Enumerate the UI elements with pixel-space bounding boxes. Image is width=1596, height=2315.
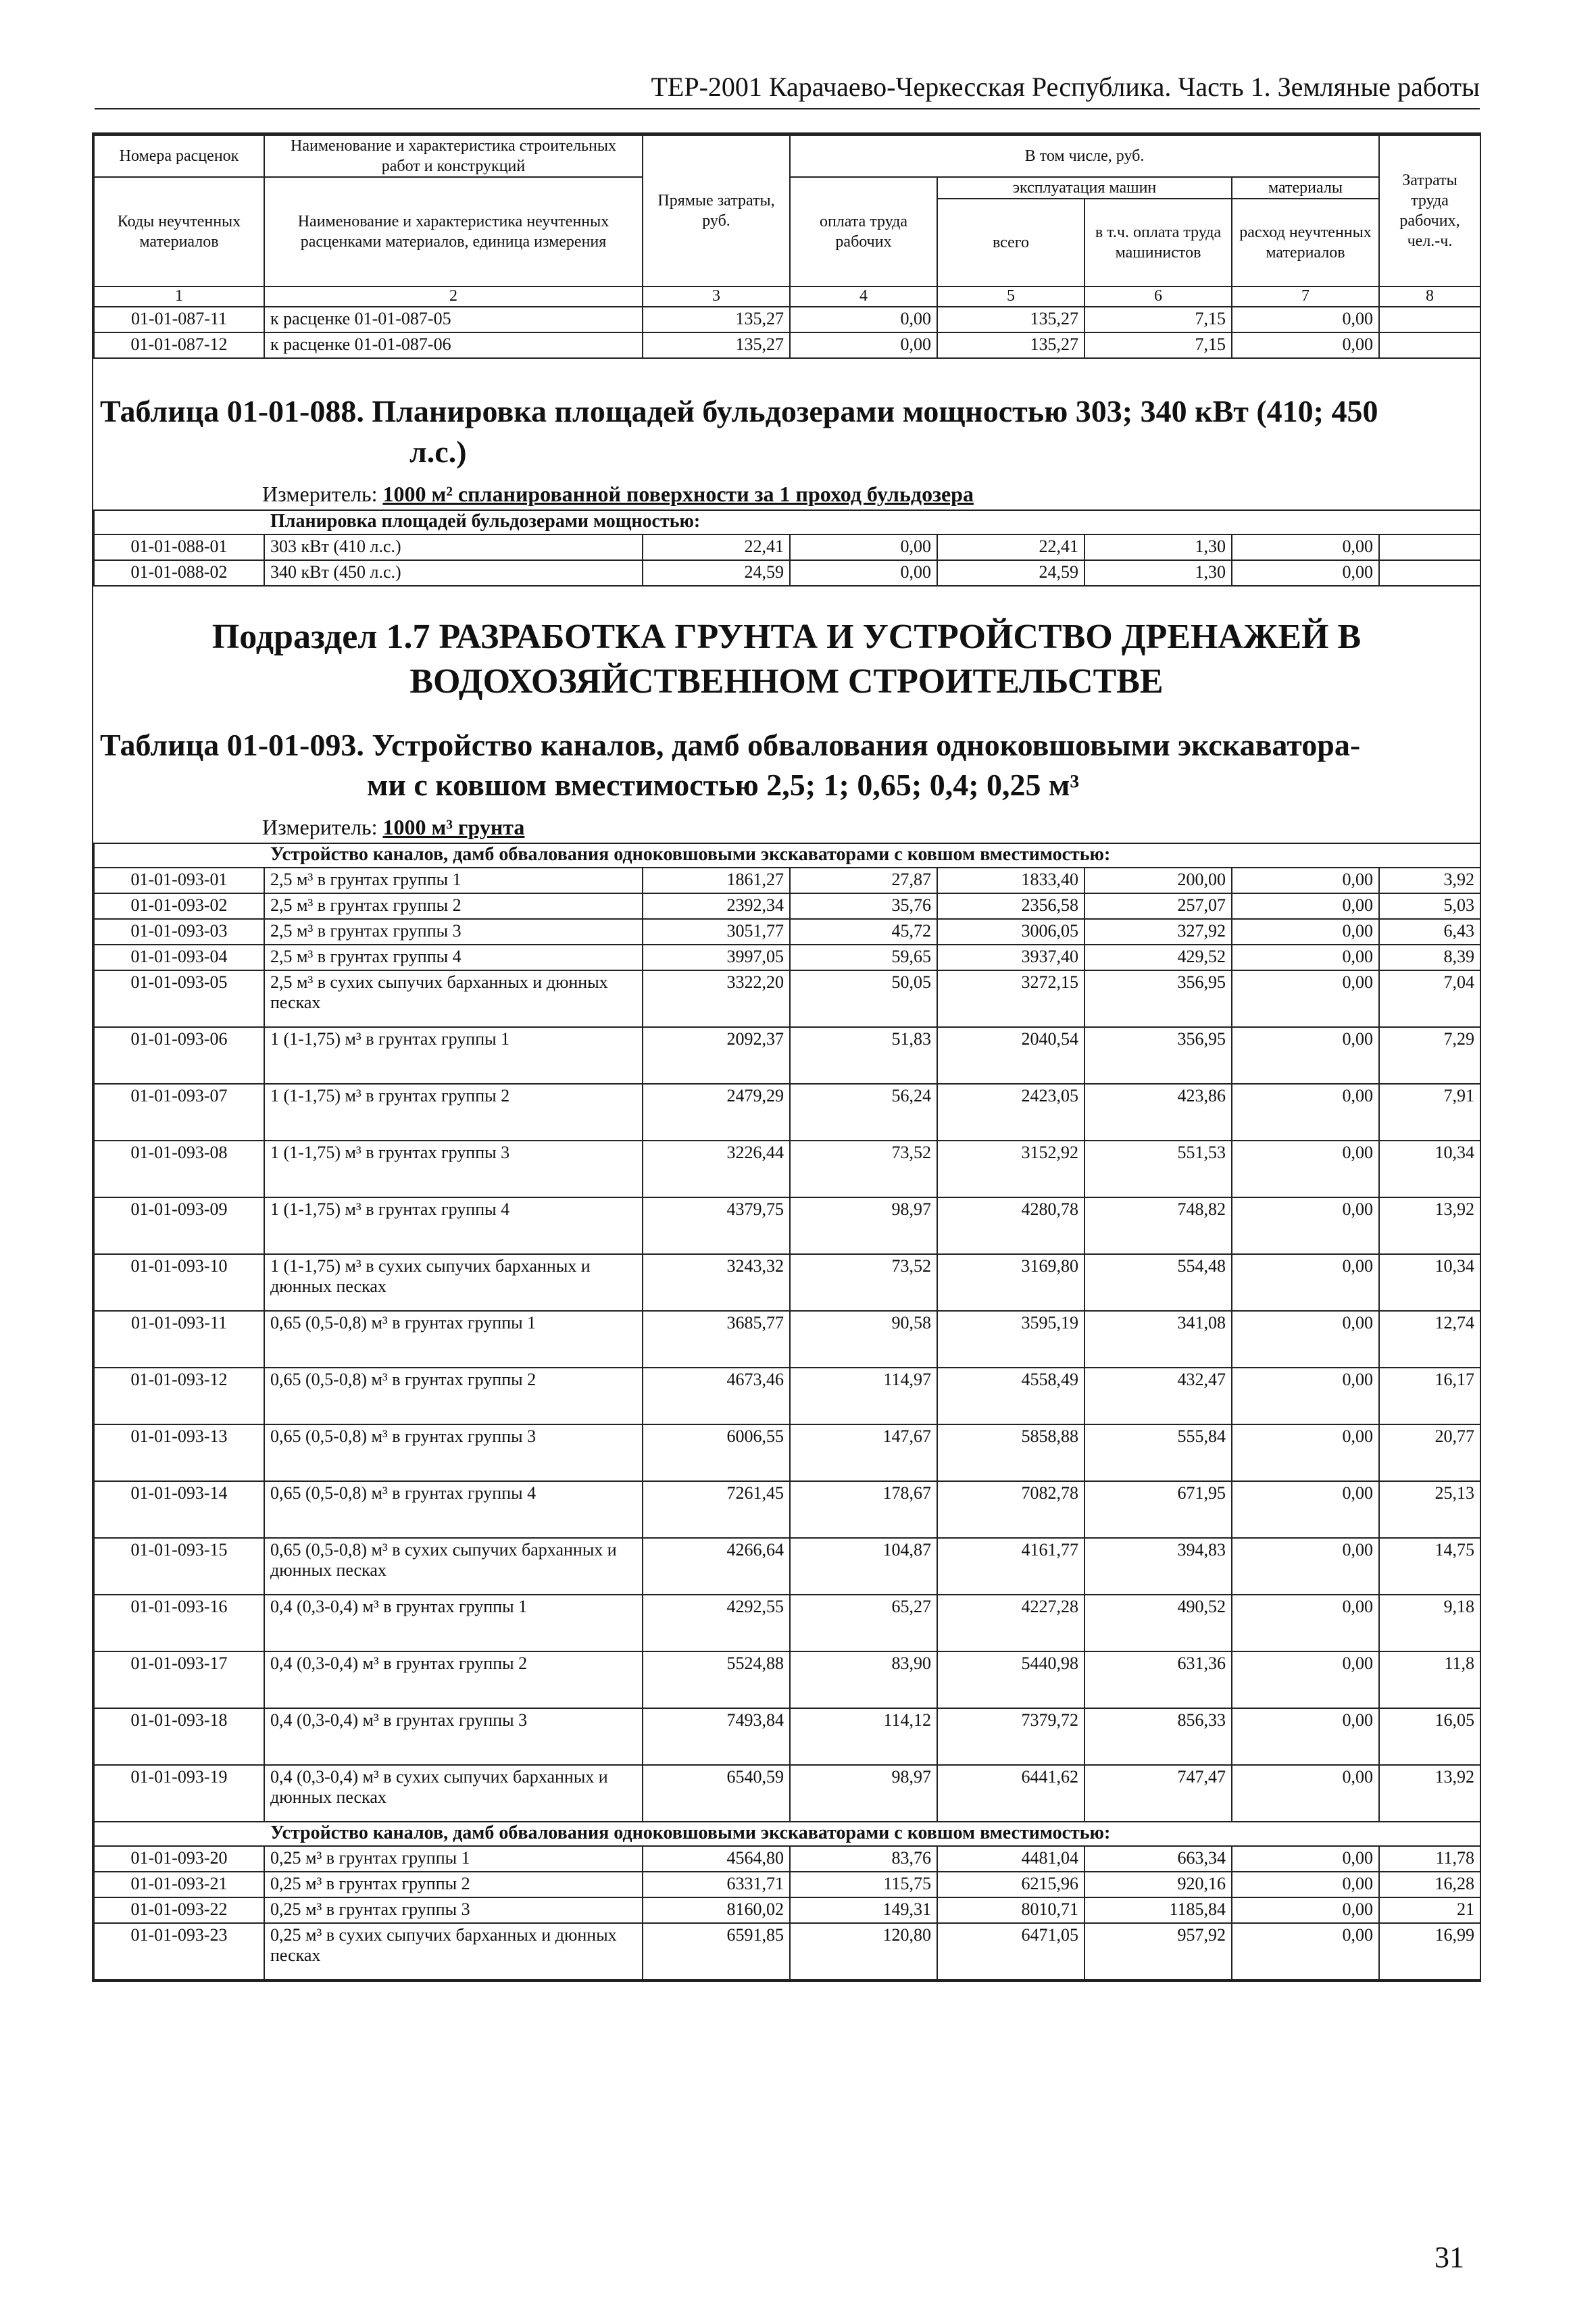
cell-hours: 21 (1379, 1897, 1480, 1923)
cell-name: 1 (1-1,75) м³ в грунтах группы 1 (264, 1027, 643, 1084)
cell-direct: 6591,85 (643, 1923, 790, 1980)
cell-name: 0,65 (0,5-0,8) м³ в грунтах группы 2 (264, 1368, 643, 1424)
table-088-title-line2: л.с.) (409, 434, 467, 469)
cell-labor: 0,00 (790, 560, 937, 586)
cell-hours: 7,04 (1379, 970, 1480, 1027)
cell-mat: 0,00 (1232, 1424, 1379, 1481)
cell-mach-labor: 327,92 (1084, 919, 1232, 945)
cell-mat: 0,00 (1232, 1027, 1379, 1084)
cell-mat: 0,00 (1232, 1765, 1379, 1822)
cell-mat: 0,00 (1232, 1084, 1379, 1141)
col8-label: Затраты труда рабочих, чел.-ч. (1379, 135, 1480, 287)
cell-mach: 4481,04 (937, 1846, 1084, 1872)
col7-label: расход неучтенных материалов (1232, 199, 1379, 287)
cell-direct: 8160,02 (643, 1897, 790, 1923)
cell-code: 01-01-087-11 (94, 307, 264, 332)
cell-hours: 3,92 (1379, 868, 1480, 893)
cell-labor: 0,00 (790, 332, 937, 358)
cell-hours: 7,29 (1379, 1027, 1480, 1084)
cell-mach-labor: 663,34 (1084, 1846, 1232, 1872)
cell-mach-labor: 356,95 (1084, 970, 1232, 1027)
cell-mach: 6471,05 (937, 1923, 1084, 1980)
table-row (94, 1595, 1480, 1651)
cell-mach: 7379,72 (937, 1708, 1084, 1765)
cell-mach-labor: 423,86 (1084, 1084, 1232, 1141)
cell-name: 340 кВт (450 л.с.) (264, 560, 643, 586)
cell-code: 01-01-093-05 (94, 970, 264, 1027)
cell-mach-labor: 957,92 (1084, 1923, 1232, 1980)
cell-mach: 3152,92 (937, 1141, 1084, 1197)
cell-name: 303 кВт (410 л.с.) (264, 534, 643, 560)
cell-mach: 3272,15 (937, 970, 1084, 1027)
rows-093-group1 (94, 868, 1480, 1822)
cell-code: 01-01-093-03 (94, 919, 264, 945)
cell-direct: 6540,59 (643, 1765, 790, 1822)
measure-value: 1000 м² спланированной поверхности за 1 проход бульдозера (382, 481, 974, 506)
cell-name: 0,65 (0,5-0,8) м³ в грунтах группы 4 (264, 1481, 643, 1538)
cell-mach-labor: 856,33 (1084, 1708, 1232, 1765)
cell-name: 2,5 м³ в сухих сыпучих барханных и дюнных песках (264, 970, 643, 1027)
cell-mat: 0,00 (1232, 1897, 1379, 1923)
table-row (94, 1872, 1480, 1897)
cell-hours: 6,43 (1379, 919, 1480, 945)
cell-mat: 0,00 (1232, 970, 1379, 1027)
cell-direct: 22,41 (643, 534, 790, 560)
cell-code: 01-01-093-19 (94, 1765, 264, 1822)
cell-code: 01-01-093-23 (94, 1923, 264, 1980)
cell-mach-labor: 920,16 (1084, 1872, 1232, 1897)
cell-mat: 0,00 (1232, 1481, 1379, 1538)
cell-direct: 7493,84 (643, 1708, 790, 1765)
col6-label: в т.ч. оплата труда машинистов (1084, 199, 1232, 287)
cell-mach-labor: 747,47 (1084, 1765, 1232, 1822)
table-093-title (93, 725, 1480, 806)
col3-label: Прямые затраты, руб. (643, 135, 790, 287)
cell-name: 1 (1-1,75) м³ в сухих сыпучих барханных и дюнных песках (264, 1254, 643, 1311)
col1-top-label: Номера расценок (94, 135, 264, 177)
table-093-group1-label: Устройство каналов, дамб обвалования одноковшовыми экскаваторами с ковшом вместимостью: (94, 843, 1480, 868)
table-row (94, 560, 1480, 586)
cell-labor: 65,27 (790, 1595, 937, 1651)
table-row (94, 919, 1480, 945)
machines-label: эксплуатация машин (937, 177, 1232, 199)
cell-hours: 7,91 (1379, 1084, 1480, 1141)
cell-hours: 5,03 (1379, 893, 1480, 919)
table-row (94, 868, 1480, 893)
cell-mach: 2356,58 (937, 893, 1084, 919)
cell-mach: 7082,78 (937, 1481, 1084, 1538)
table-row (94, 1084, 1480, 1141)
cell-direct: 3243,32 (643, 1254, 790, 1311)
cell-hours: 13,92 (1379, 1197, 1480, 1254)
cell-mach: 135,27 (937, 332, 1084, 358)
cell-direct: 3685,77 (643, 1311, 790, 1368)
cell-mach: 4558,49 (937, 1368, 1084, 1424)
cell-hours (1379, 332, 1480, 358)
cell-labor: 149,31 (790, 1897, 937, 1923)
cell-hours (1379, 560, 1480, 586)
cell-mat: 0,00 (1232, 1708, 1379, 1765)
table-row (94, 1368, 1480, 1424)
cell-hours: 9,18 (1379, 1595, 1480, 1651)
column-number: 3 (643, 287, 790, 307)
cell-mat: 0,00 (1232, 1197, 1379, 1254)
measure-prefix: Измеритель: (262, 815, 378, 840)
cell-mach-labor: 7,15 (1084, 307, 1232, 332)
cell-code: 01-01-093-22 (94, 1897, 264, 1923)
cell-code: 01-01-093-16 (94, 1595, 264, 1651)
cell-mat: 0,00 (1232, 534, 1379, 560)
table-row (94, 945, 1480, 970)
table-093-title-line1: Таблица 01-01-093. Устройство каналов, дамб обвалования одноковшовыми экскаватора- (100, 727, 1361, 762)
cell-code: 01-01-093-10 (94, 1254, 264, 1311)
cell-mach: 3595,19 (937, 1311, 1084, 1368)
cell-code: 01-01-093-04 (94, 945, 264, 970)
cell-labor: 0,00 (790, 307, 937, 332)
cell-mach-labor: 7,15 (1084, 332, 1232, 358)
cell-mach: 5440,98 (937, 1651, 1084, 1708)
cell-code: 01-01-093-08 (94, 1141, 264, 1197)
cell-code: 01-01-093-18 (94, 1708, 264, 1765)
table-row (94, 534, 1480, 560)
cell-hours: 16,17 (1379, 1368, 1480, 1424)
cell-name: к расценке 01-01-087-05 (264, 307, 643, 332)
table-row (94, 1538, 1480, 1595)
cell-name: 0,4 (0,3-0,4) м³ в грунтах группы 2 (264, 1651, 643, 1708)
cell-code: 01-01-093-21 (94, 1872, 264, 1897)
cell-mach: 6441,62 (937, 1765, 1084, 1822)
cell-hours: 13,92 (1379, 1765, 1480, 1822)
table-row (94, 307, 1480, 332)
cell-mach-labor: 554,48 (1084, 1254, 1232, 1311)
col1-bottom-label: Коды неучтенных материалов (94, 177, 264, 287)
cell-labor: 50,05 (790, 970, 937, 1027)
cell-labor: 27,87 (790, 868, 937, 893)
cell-mach-labor: 551,53 (1084, 1141, 1232, 1197)
table-row (94, 1424, 1480, 1481)
cell-labor: 104,87 (790, 1538, 937, 1595)
column-number: 2 (264, 287, 643, 307)
cell-hours: 12,74 (1379, 1311, 1480, 1368)
cell-mach: 8010,71 (937, 1897, 1084, 1923)
table-row (94, 1923, 1480, 1980)
col5-label: всего (937, 199, 1084, 287)
table-row (94, 1311, 1480, 1368)
cell-name: 0,25 м³ в грунтах группы 2 (264, 1872, 643, 1897)
cell-labor: 83,90 (790, 1651, 937, 1708)
cell-code: 01-01-093-12 (94, 1368, 264, 1424)
table-088 (93, 509, 1481, 587)
table-row (94, 1897, 1480, 1923)
page-header: ТЕР-2001 Карачаево-Черкесская Республика. Часть 1. Земляные работы (95, 71, 1480, 109)
cell-direct: 5524,88 (643, 1651, 790, 1708)
cell-name: 0,65 (0,5-0,8) м³ в грунтах группы 1 (264, 1311, 643, 1368)
cell-mach-labor: 356,95 (1084, 1027, 1232, 1084)
cell-mach: 3169,80 (937, 1254, 1084, 1311)
column-numbers-row (94, 287, 1480, 307)
cell-direct: 2479,29 (643, 1084, 790, 1141)
cell-name: 0,65 (0,5-0,8) м³ в сухих сыпучих барханных и дюнных песках (264, 1538, 643, 1595)
cell-mach-labor: 1185,84 (1084, 1897, 1232, 1923)
cell-code: 01-01-093-20 (94, 1846, 264, 1872)
table-row (94, 1708, 1480, 1765)
cell-mat: 0,00 (1232, 868, 1379, 893)
cell-mat: 0,00 (1232, 919, 1379, 945)
column-number: 7 (1232, 287, 1379, 307)
cell-labor: 115,75 (790, 1872, 937, 1897)
cell-hours: 16,28 (1379, 1872, 1480, 1897)
cell-direct: 24,59 (643, 560, 790, 586)
cell-mat: 0,00 (1232, 1311, 1379, 1368)
cell-code: 01-01-093-15 (94, 1538, 264, 1595)
cell-hours: 16,05 (1379, 1708, 1480, 1765)
cell-mach: 2423,05 (937, 1084, 1084, 1141)
cell-labor: 56,24 (790, 1084, 937, 1141)
table-row (94, 1141, 1480, 1197)
table-row (94, 1197, 1480, 1254)
cell-name: 0,65 (0,5-0,8) м³ в грунтах группы 3 (264, 1424, 643, 1481)
cell-hours: 16,99 (1379, 1923, 1480, 1980)
cell-hours: 10,34 (1379, 1141, 1480, 1197)
cell-code: 01-01-093-11 (94, 1311, 264, 1368)
cell-code: 01-01-093-02 (94, 893, 264, 919)
cell-mach: 4161,77 (937, 1538, 1084, 1595)
cell-mach: 22,41 (937, 534, 1084, 560)
cell-mach: 4280,78 (937, 1197, 1084, 1254)
page-number: 31 (1435, 2241, 1464, 2274)
cell-mach: 1833,40 (937, 868, 1084, 893)
table-row (94, 1651, 1480, 1708)
cell-mat: 0,00 (1232, 1846, 1379, 1872)
cell-name: 1 (1-1,75) м³ в грунтах группы 3 (264, 1141, 643, 1197)
cell-name: 0,4 (0,3-0,4) м³ в грунтах группы 3 (264, 1708, 643, 1765)
document-body (92, 132, 1481, 1982)
column-number: 5 (937, 287, 1084, 307)
cell-name: 2,5 м³ в грунтах группы 4 (264, 945, 643, 970)
cell-mach-labor: 748,82 (1084, 1197, 1232, 1254)
cell-mach-labor: 1,30 (1084, 560, 1232, 586)
cell-code: 01-01-093-07 (94, 1084, 264, 1141)
cell-labor: 120,80 (790, 1923, 937, 1980)
cell-mach: 4227,28 (937, 1595, 1084, 1651)
cell-code: 01-01-093-09 (94, 1197, 264, 1254)
cell-name: к расценке 01-01-087-06 (264, 332, 643, 358)
cell-labor: 0,00 (790, 534, 937, 560)
cell-hours: 11,8 (1379, 1651, 1480, 1708)
cell-hours: 10,34 (1379, 1254, 1480, 1311)
table-row (94, 332, 1480, 358)
cell-name: 1 (1-1,75) м³ в грунтах группы 2 (264, 1084, 643, 1141)
table-row (94, 1846, 1480, 1872)
column-number: 8 (1379, 287, 1480, 307)
cell-mach: 5858,88 (937, 1424, 1084, 1481)
cell-code: 01-01-088-02 (94, 560, 264, 586)
table-088-title-line1: Таблица 01-01-088. Планировка площадей бульдозерами мощностью 303; 340 кВт (410; 450 (100, 394, 1378, 428)
cell-hours: 25,13 (1379, 1481, 1480, 1538)
cell-mach: 6215,96 (937, 1872, 1084, 1897)
cell-mach-labor: 200,00 (1084, 868, 1232, 893)
cell-direct: 3051,77 (643, 919, 790, 945)
cell-hours: 11,78 (1379, 1846, 1480, 1872)
rows-088 (94, 534, 1480, 586)
cell-code: 01-01-087-12 (94, 332, 264, 358)
cell-mach-labor: 257,07 (1084, 893, 1232, 919)
rows-093-group2 (94, 1846, 1480, 1980)
cell-direct: 3322,20 (643, 970, 790, 1027)
cell-code: 01-01-088-01 (94, 534, 264, 560)
cell-mat: 0,00 (1232, 1923, 1379, 1980)
cell-direct: 6006,55 (643, 1424, 790, 1481)
cell-direct: 7261,45 (643, 1481, 790, 1538)
cell-hours (1379, 534, 1480, 560)
cell-labor: 147,67 (790, 1424, 937, 1481)
cell-code: 01-01-093-14 (94, 1481, 264, 1538)
cell-direct: 4564,80 (643, 1846, 790, 1872)
cell-direct: 3226,44 (643, 1141, 790, 1197)
cell-name: 2,5 м³ в грунтах группы 1 (264, 868, 643, 893)
cell-code: 01-01-093-01 (94, 868, 264, 893)
cell-labor: 114,97 (790, 1368, 937, 1424)
cell-mat: 0,00 (1232, 1538, 1379, 1595)
table-088-group-label: Планировка площадей бульдозерами мощностью: (94, 510, 1480, 534)
cell-mach-labor: 341,08 (1084, 1311, 1232, 1368)
cell-labor: 114,12 (790, 1708, 937, 1765)
cell-mat: 0,00 (1232, 1651, 1379, 1708)
cell-mat: 0,00 (1232, 893, 1379, 919)
cell-code: 01-01-093-17 (94, 1651, 264, 1708)
cell-labor: 73,52 (790, 1141, 937, 1197)
cell-name: 1 (1-1,75) м³ в грунтах группы 4 (264, 1197, 643, 1254)
table-row (94, 1254, 1480, 1311)
col2-top-label: Наименование и характеристика строительных работ и конструкций (264, 135, 643, 177)
cell-labor: 51,83 (790, 1027, 937, 1084)
cell-name: 2,5 м³ в грунтах группы 2 (264, 893, 643, 919)
cell-labor: 98,97 (790, 1765, 937, 1822)
cell-labor: 59,65 (790, 945, 937, 970)
col4-label: оплата труда рабочих (790, 177, 937, 287)
table-row (94, 1027, 1480, 1084)
measure-value: 1000 м³ грунта (382, 815, 525, 840)
cell-mach-labor: 555,84 (1084, 1424, 1232, 1481)
cell-name: 0,4 (0,3-0,4) м³ в грунтах группы 1 (264, 1595, 643, 1651)
table-093-measure (93, 815, 1480, 840)
cell-mat: 0,00 (1232, 1595, 1379, 1651)
cell-mach-labor: 429,52 (1084, 945, 1232, 970)
cell-direct: 3997,05 (643, 945, 790, 970)
cell-direct: 2392,34 (643, 893, 790, 919)
cell-labor: 45,72 (790, 919, 937, 945)
cell-labor: 83,76 (790, 1846, 937, 1872)
cell-mat: 0,00 (1232, 1872, 1379, 1897)
cell-mat: 0,00 (1232, 560, 1379, 586)
cell-mach-labor: 671,95 (1084, 1481, 1232, 1538)
cell-name: 2,5 м³ в грунтах группы 3 (264, 919, 643, 945)
cell-labor: 73,52 (790, 1254, 937, 1311)
cell-hours: 14,75 (1379, 1538, 1480, 1595)
cell-mat: 0,00 (1232, 945, 1379, 970)
cell-name: 0,25 м³ в сухих сыпучих барханных и дюнных песках (264, 1923, 643, 1980)
cell-name: 0,25 м³ в грунтах группы 3 (264, 1897, 643, 1923)
cell-direct: 135,27 (643, 307, 790, 332)
table-row (94, 1481, 1480, 1538)
cell-code: 01-01-093-13 (94, 1424, 264, 1481)
cell-code: 01-01-093-06 (94, 1027, 264, 1084)
header-table (93, 134, 1481, 359)
cell-name: 0,4 (0,3-0,4) м³ в сухих сыпучих барханных и дюнных песках (264, 1765, 643, 1822)
table-row (94, 1765, 1480, 1822)
cell-direct: 4292,55 (643, 1595, 790, 1651)
table-093-group2-label: Устройство каналов, дамб обвалования одноковшовыми экскаваторами с ковшом вместимостью: (94, 1822, 1480, 1846)
rows-087 (94, 307, 1480, 358)
cell-mach: 3937,40 (937, 945, 1084, 970)
cell-name: 0,25 м³ в грунтах группы 1 (264, 1846, 643, 1872)
cell-mach: 135,27 (937, 307, 1084, 332)
table-093 (93, 843, 1481, 1981)
cell-mach-labor: 631,36 (1084, 1651, 1232, 1708)
cell-mach-labor: 394,83 (1084, 1538, 1232, 1595)
cell-direct: 2092,37 (643, 1027, 790, 1084)
cell-labor: 178,67 (790, 1481, 937, 1538)
column-number: 4 (790, 287, 937, 307)
table-row (94, 893, 1480, 919)
spacer (93, 359, 1480, 391)
cell-direct: 4266,64 (643, 1538, 790, 1595)
subsection-title: Подраздел 1.7 РАЗРАБОТКА ГРУНТА И УСТРОЙСТВО ДРЕНАЖЕЙ В ВОДОХОЗЯЙСТВЕННОМ СТРОИТЕЛЬСТВЕ (211, 617, 1362, 701)
cell-mach: 24,59 (937, 560, 1084, 586)
cell-direct: 4673,46 (643, 1368, 790, 1424)
cell-mach: 3006,05 (937, 919, 1084, 945)
cell-labor: 98,97 (790, 1197, 937, 1254)
cell-mach-labor: 490,52 (1084, 1595, 1232, 1651)
materials-label: материалы (1232, 177, 1379, 199)
cell-labor: 90,58 (790, 1311, 937, 1368)
cell-mach: 2040,54 (937, 1027, 1084, 1084)
column-number: 1 (94, 287, 264, 307)
cell-labor: 35,76 (790, 893, 937, 919)
cell-direct: 1861,27 (643, 868, 790, 893)
cell-mat: 0,00 (1232, 307, 1379, 332)
table-row (94, 970, 1480, 1027)
cell-mach-labor: 432,47 (1084, 1368, 1232, 1424)
cell-mat: 0,00 (1232, 332, 1379, 358)
cell-hours (1379, 307, 1480, 332)
measure-prefix: Измеритель: (262, 481, 378, 506)
table-088-title (93, 391, 1480, 472)
column-number: 6 (1084, 287, 1232, 307)
cell-mat: 0,00 (1232, 1141, 1379, 1197)
table-093-title-line2: ми с ковшом вместимостью 2,5; 1; 0,65; 0,4; 0,25 м³ (367, 768, 1080, 803)
cell-direct: 6331,71 (643, 1872, 790, 1897)
cell-mach-labor: 1,30 (1084, 534, 1232, 560)
cell-mat: 0,00 (1232, 1254, 1379, 1311)
cell-hours: 8,39 (1379, 945, 1480, 970)
cell-direct: 135,27 (643, 332, 790, 358)
in-total-label: В том числе, руб. (790, 135, 1379, 177)
table-088-measure (93, 482, 1480, 507)
cell-direct: 4379,75 (643, 1197, 790, 1254)
cell-hours: 20,77 (1379, 1424, 1480, 1481)
cell-mat: 0,00 (1232, 1368, 1379, 1424)
col2-bottom-label: Наименование и характеристика неучтенных расценками материалов, единица измерения (264, 177, 643, 287)
